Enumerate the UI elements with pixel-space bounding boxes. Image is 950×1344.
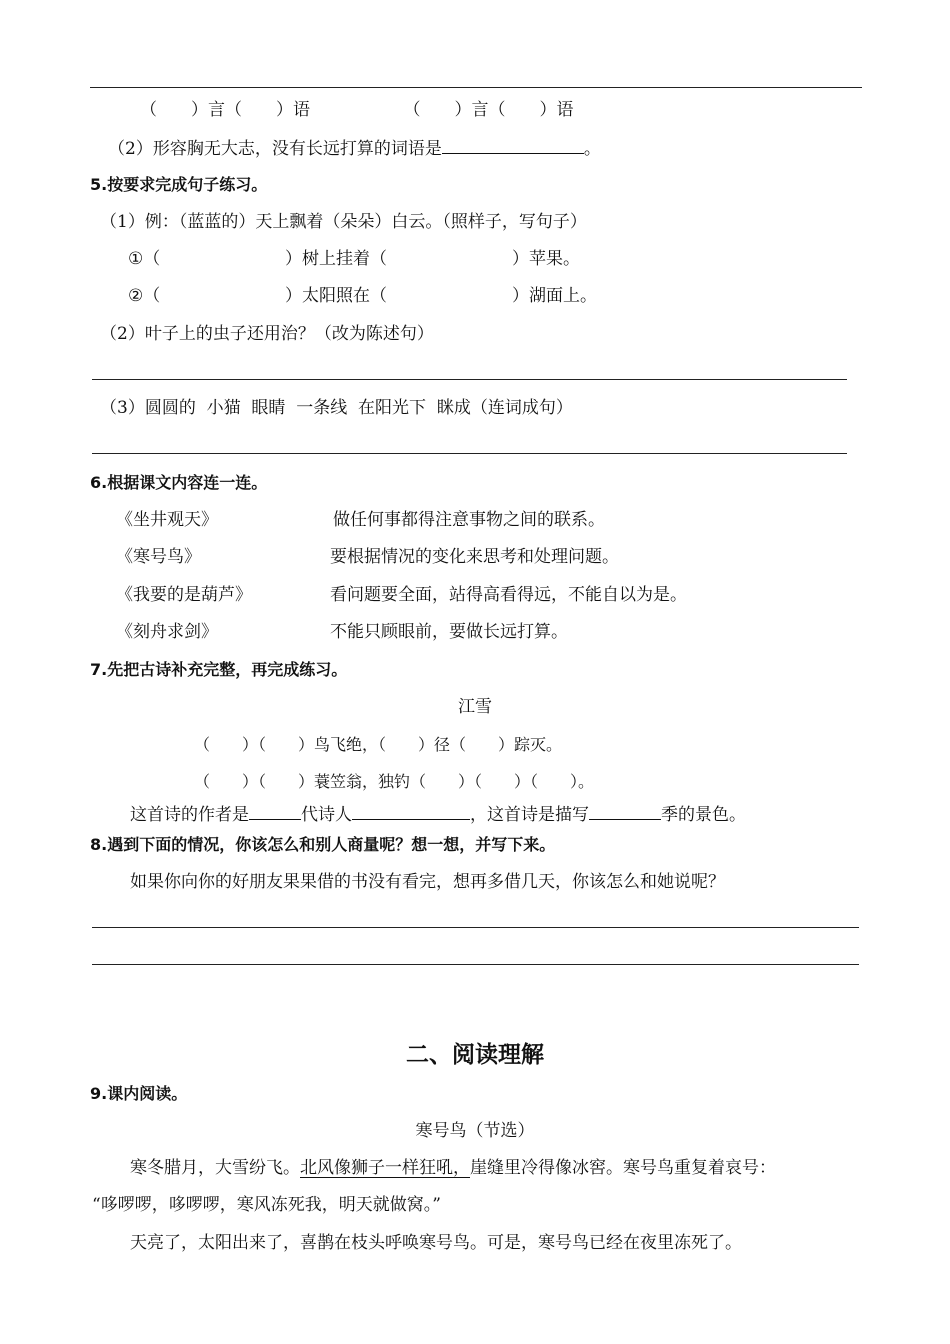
q5-item1-b: ）树上挂着（ [285,249,387,269]
q4-part2 [108,136,601,160]
passage-paragraph-1 [130,1157,776,1179]
q4-part2-end: 。 [583,139,601,159]
q6-right-item: 不能只顾眼前，要做长远打算。 [330,622,568,642]
poet-blank[interactable] [352,802,470,820]
q7-question [130,802,746,826]
q5-item2-a: ②（ [128,286,161,306]
p1-underlined: 北风像狮子一样狂吼， [300,1158,470,1178]
q5-part3: （3）圆圆的 小猫 眼睛 一条线 在阳光下 眯成（连词成句） [100,398,573,418]
dynasty-blank[interactable] [249,802,301,820]
q5-part2: （2）叶子上的虫子还用治？（改为陈述句） [100,324,434,344]
poem-line-2: （ ）（ ）蓑笠翁，独钓（ ）（ ）（ ）。 [194,772,595,791]
passage-title: 寒号鸟（节选） [415,1121,535,1141]
q7-q-a: 这首诗的作者是 [130,805,249,825]
q5-item1-c: ）苹果。 [512,249,580,269]
passage-paragraph-2: 天亮了，太阳出来了，喜鹊在枝头呼唤寒号鸟。可是，寒号鸟已经在夜里冻死了。 [130,1233,742,1253]
q6-heading: 6.根据课文内容连一连。 [90,473,268,492]
q8-answer-line-2[interactable] [92,964,859,965]
q7-heading: 7.先把古诗补充完整，再完成练习。 [90,660,348,679]
q5-part2-answer-line[interactable] [92,379,847,380]
q8-heading: 8.遇到下面的情况，你该怎么和别人商量呢？想一想，并写下来。 [90,835,556,854]
q6-right-item: 看问题要全面，站得高看得远，不能自以为是。 [330,585,687,605]
q7-q-c: ，这首诗是描写 [470,805,589,825]
poem-title: 江雪 [458,697,492,717]
q7-q-d: 季的景色。 [661,805,746,825]
q8-answer-line-1[interactable] [92,927,859,928]
q4-blanks-row: （ ）言（ ）语 （ ）言（ ）语 [140,100,574,120]
passage-paragraph-1-cont: “哆啰啰，哆啰啰，寒风冻死我，明天就做窝。” [92,1195,441,1215]
p1-a: 寒冬腊月，大雪纷飞。 [130,1158,300,1178]
section-title: 二、阅读理解 [406,1042,544,1068]
q5-item1-a: ①（ [128,249,161,269]
q7-q-b: 代诗人 [301,805,352,825]
header-rule [90,87,862,88]
p1-b: 崖缝里冷得像冰窖。寒号鸟重复着哀号： [470,1158,776,1178]
q6-right-item: 做任何事都得注意事物之间的联系。 [333,510,605,530]
season-blank[interactable] [589,802,661,820]
q5-heading: 5.按要求完成句子练习。 [90,175,268,194]
q5-item2-b: ）太阳照在（ [285,286,387,306]
q4-part2-text: （2）形容胸无大志，没有长远打算的词语是 [108,139,442,159]
q5-part3-answer-line[interactable] [92,453,847,454]
q4-part2-blank[interactable] [442,136,584,154]
q5-item2-c: ）湖面上。 [512,286,597,306]
poem-line-1: （ ）（ ）鸟飞绝，（ ）径（ ）踪灭。 [194,735,563,754]
q6-left-item: 《坐井观天》 [116,510,218,530]
q5-example: （1）例：（蓝蓝的）天上飘着（朵朵）白云。（照样子，写句子） [100,212,587,232]
q6-left-item: 《刻舟求剑》 [116,622,218,642]
q6-left-item: 《我要的是葫芦》 [116,585,252,605]
q6-right-item: 要根据情况的变化来思考和处理问题。 [330,547,619,567]
q8-prompt: 如果你向你的好朋友果果借的书没有看完，想再多借几天，你该怎么和她说呢？ [130,872,725,892]
q6-left-item: 《寒号鸟》 [116,547,201,567]
q9-heading: 9.课内阅读。 [90,1084,188,1103]
